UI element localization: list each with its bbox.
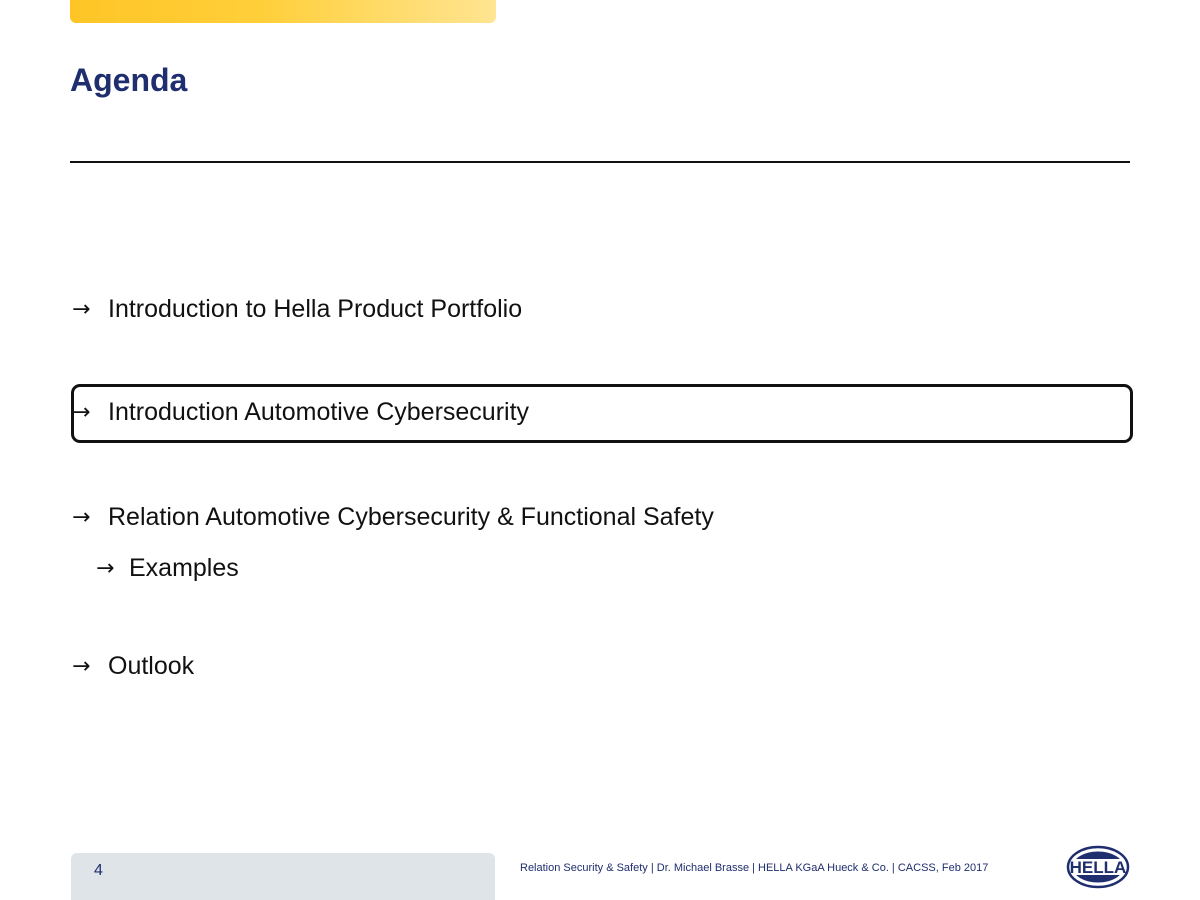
- arrow-right-icon: →: [72, 654, 91, 679]
- agenda-item-label: Examples: [129, 554, 239, 582]
- hella-logo: [1066, 845, 1130, 889]
- accent-bar: [70, 0, 496, 23]
- page-number: 4: [94, 862, 103, 879]
- title-divider: [70, 161, 1130, 163]
- agenda-item-cybersecurity-safety-relation: [72, 503, 714, 532]
- arrow-right-icon: →: [72, 505, 91, 530]
- agenda-item-automotive-cybersecurity: [72, 398, 529, 427]
- agenda-item-label: Introduction Automotive Cybersecurity: [108, 398, 530, 426]
- agenda-item-label: Relation Automotive Cybersecurity & Functional Safety: [108, 503, 714, 531]
- arrow-right-icon: →: [72, 297, 91, 322]
- footer-text: Relation Security & Safety | Dr. Michael Brasse | HELLA KGaA Hueck & Co. | CACSS, Feb 2017: [520, 862, 989, 874]
- agenda-item-product-portfolio: [72, 295, 522, 324]
- agenda-item-label: Introduction to Hella Product Portfolio: [108, 295, 523, 323]
- slide-title: Agenda: [70, 62, 188, 98]
- agenda-item-label: Outlook: [108, 652, 195, 680]
- logo-text: HELLA: [1069, 858, 1127, 877]
- agenda-item-outlook: [72, 652, 194, 681]
- footer-page-box: [71, 853, 495, 900]
- agenda-subitem-examples: [96, 554, 239, 583]
- arrow-right-icon: →: [96, 556, 115, 581]
- arrow-right-icon: →: [72, 400, 91, 425]
